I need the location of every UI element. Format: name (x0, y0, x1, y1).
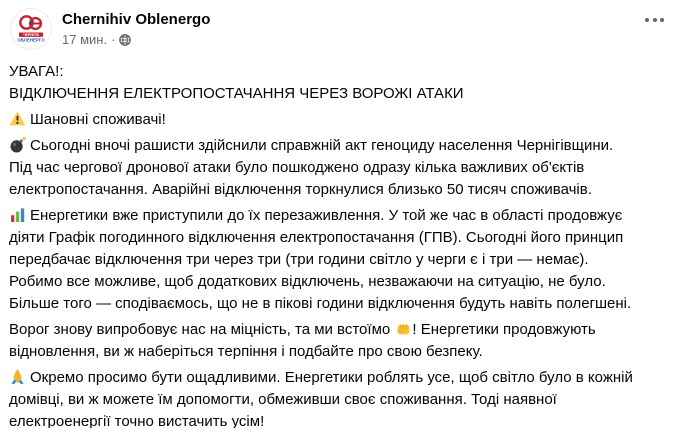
post-text (0, 50, 680, 428)
logo-line1: ЧЕРНІГІВ (23, 32, 39, 37)
post-line: Сьогодні вночі рашисти здійснили справжній акт геноциду населення Чернігівщини. (9, 135, 671, 157)
logo-line2: ОБЛЕНЕРГО (17, 37, 45, 43)
post-paragraph (9, 61, 671, 105)
folded-hands-emoji (9, 368, 26, 385)
post-line: Енергетики вже приступили до їх перезаживлення. У той же час в області продовжує (9, 205, 671, 227)
post-paragraph (9, 319, 671, 363)
post-line: домівці, ви ж можете їм допомогти, обмеживши своє споживання. Тоді наявної (9, 391, 557, 408)
page-name-link[interactable]: Chernihiv Oblenergo (62, 11, 211, 28)
post-line: Окремо просимо бути ощадливими. Енергетики роблять усе, щоб світло було в кожній (9, 367, 671, 389)
timestamp[interactable]: 17 мин. (62, 32, 108, 47)
bomb-emoji (9, 136, 26, 153)
bar-chart-emoji (9, 206, 26, 223)
post-line: Більше того — сподіваємось, що не в пікові години відключення будуть навіть полегшені. (9, 295, 632, 312)
post-options-button[interactable] (641, 8, 668, 32)
post-paragraph (9, 367, 671, 428)
warning-triangle-emoji (9, 110, 26, 127)
post-meta (62, 32, 641, 48)
ellipsis-icon (645, 18, 664, 22)
post-line: УВАГА!: (9, 63, 64, 80)
post-header (0, 0, 680, 50)
post-paragraph (9, 109, 671, 131)
post-paragraph (9, 135, 671, 201)
post-line: електроенергії точно вистачить усім! (9, 413, 265, 428)
post-line: відновлення, ви ж наберіться терпіння і подбайте про свою безпеку. (9, 343, 483, 360)
oblenergo-logo (10, 8, 52, 50)
post-line: передбачає відключення три через три (три години світло у черги є і три — немає). (9, 251, 589, 268)
post-line: Шановні споживачі! (9, 109, 671, 131)
post-line: Робимо все можливе, щоб додаткових відключень, незважаючи на ситуацію, не було. (9, 273, 606, 290)
avatar[interactable] (10, 8, 52, 50)
post-line: ВІДКЛЮЧЕННЯ ЕЛЕКТРОПОСТАЧАННЯ ЧЕРЕЗ ВОРОЖІ АТАКИ (9, 85, 464, 102)
meta-separator: · (111, 32, 116, 47)
post-line: Ворог знову випробовує нас на міцність, та ми встоїмо ! Енергетики продовжують (9, 321, 596, 338)
post-paragraph (9, 205, 671, 315)
header-text (62, 8, 641, 48)
post-line: Під час чергової дронової атаки було пошкоджено одразу кілька важливих об'єктів (9, 159, 585, 176)
raised-fist-emoji (395, 320, 412, 337)
post-line: електропостачання. Аварійні відключення торкнулися близько 50 тисяч споживачів. (9, 181, 592, 198)
globe-icon (119, 34, 131, 46)
post-line: діяти Графік погодинного відключення електропостачання (ГПВ). Сьогодні його принцип (9, 229, 624, 246)
